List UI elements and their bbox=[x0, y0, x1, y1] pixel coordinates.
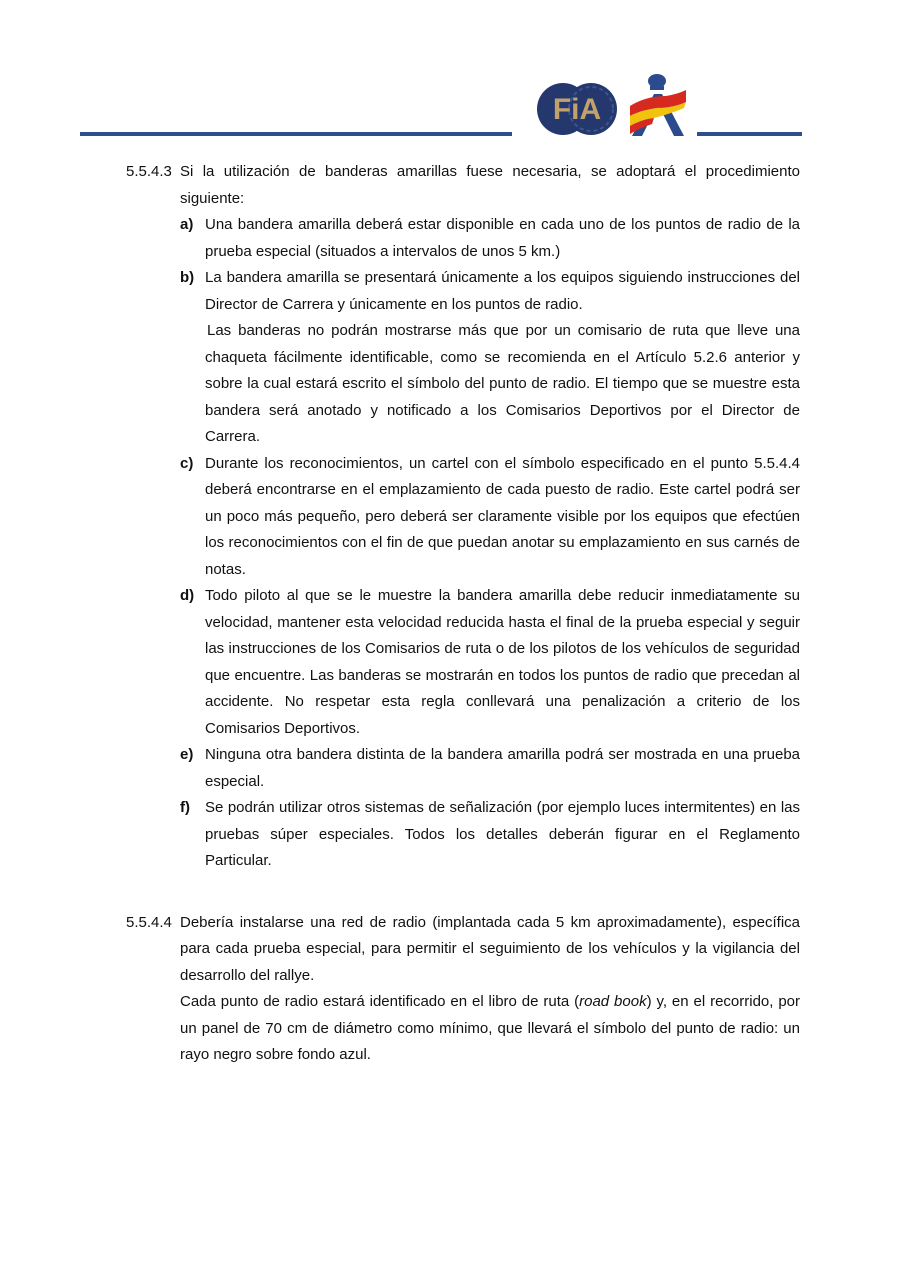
svg-text:FiA: FiA bbox=[552, 93, 602, 126]
item-text: Una bandera amarilla deberá estar disponible en cada uno de los puntos de radio de la prueba especial (situados a intervalos de unos 5 km.) bbox=[205, 216, 800, 260]
item-letter: c) bbox=[180, 454, 194, 472]
item-letter: e) bbox=[180, 746, 194, 763]
item-letter: b) bbox=[180, 269, 195, 286]
item-text: Todo piloto al que se le muestre la bandera amarilla debe reducir inmediatamente su velocidad, mantener esta velocidad reducida hasta el final de la prueba especial y seguir las instrucciones de los Comisarios de ruta o de los pilotos de los vehículos de seguridad que encuentre. Las banderas se mostrarán en todos los puntos de radio que precedan al accidente. No respetar esta regla conllevará una penalización a criterio de los Comisarios Deportivos. bbox=[205, 587, 800, 737]
text-run: ) y, en el recorrido, por un panel de 70 cm de diámetro como mínimo, que llevará el símbolo del punto de radio: un rayo negro sobre fondo azul. bbox=[180, 993, 801, 1063]
item-text: Durante los reconocimientos, un cartel con el símbolo especificado en el punto 5.5.4.4 deberá encontrarse en el emplazamiento de cada puesto de radio. Este cartel podrá ser un poco más pequeño, pero deberá ser claramente visible por los equipos que efectúen los reconocimientos con el fin de que puedan anotar su emplazamiento en sus carnés de notas. bbox=[205, 454, 800, 578]
section-number: 5.5.4.3 bbox=[126, 163, 172, 180]
item-letter: d) bbox=[180, 587, 195, 604]
section-5-5-4-4 bbox=[126, 910, 801, 1069]
header-rule-right bbox=[697, 132, 802, 136]
section-intro: Si la utilización de banderas amarillas fuese necesaria, se adoptará el procedimiento siguiente: bbox=[180, 163, 800, 207]
item-extra-text: Las banderas no podrán mostrarse más que por un comisario de ruta que lleve una chaqueta fácilmente identificable, como se recomienda en el Artículo 5.2.6 anterior y sobre la cual estará escrito el símbolo del punto de radio. El tiempo que se muestre esta bandera será anotado y notificado a los Comisarios Deportivos por el Director de Carrera. bbox=[205, 322, 800, 445]
item-letter: f) bbox=[180, 799, 190, 816]
list-item bbox=[180, 212, 800, 265]
fia-logo bbox=[536, 80, 618, 138]
item-letter: a) bbox=[180, 216, 194, 233]
list-item bbox=[180, 795, 800, 875]
item-text: Ninguna otra bandera distinta de la bandera amarilla podrá ser mostrada en una prueba especial. bbox=[205, 746, 800, 790]
item-text: Se podrán utilizar otros sistemas de señalización (por ejemplo luces intermitentes) en las pruebas súper especiales. Todos los detalles deberán figurar en el Reglamento Particular. bbox=[205, 799, 800, 869]
header-rule-left bbox=[80, 132, 512, 136]
item-text: La bandera amarilla se presentará únicamente a los equipos siguiendo instrucciones del Director de Carrera y únicamente en los puntos de radio. bbox=[205, 269, 800, 313]
section-number: 5.5.4.4 bbox=[126, 913, 172, 931]
section-5-5-4-3 bbox=[126, 159, 800, 875]
list-item bbox=[180, 265, 800, 451]
section-intro: Debería instalarse una red de radio (implantada cada 5 km aproximadamente), específica para cada prueba especial, para permitir el seguimiento de los vehículos y la vigilancia del desarrollo del rallye. bbox=[180, 913, 800, 984]
document-body bbox=[0, 159, 905, 1069]
list-item bbox=[180, 583, 800, 742]
section-paragraph bbox=[180, 989, 800, 1069]
list-item bbox=[180, 451, 800, 584]
list-item bbox=[180, 742, 800, 795]
rfeda-logo bbox=[626, 72, 688, 140]
road-book-term: road book bbox=[579, 993, 647, 1010]
text-run: Cada punto de radio estará identificado en el libro de ruta ( bbox=[180, 993, 580, 1010]
